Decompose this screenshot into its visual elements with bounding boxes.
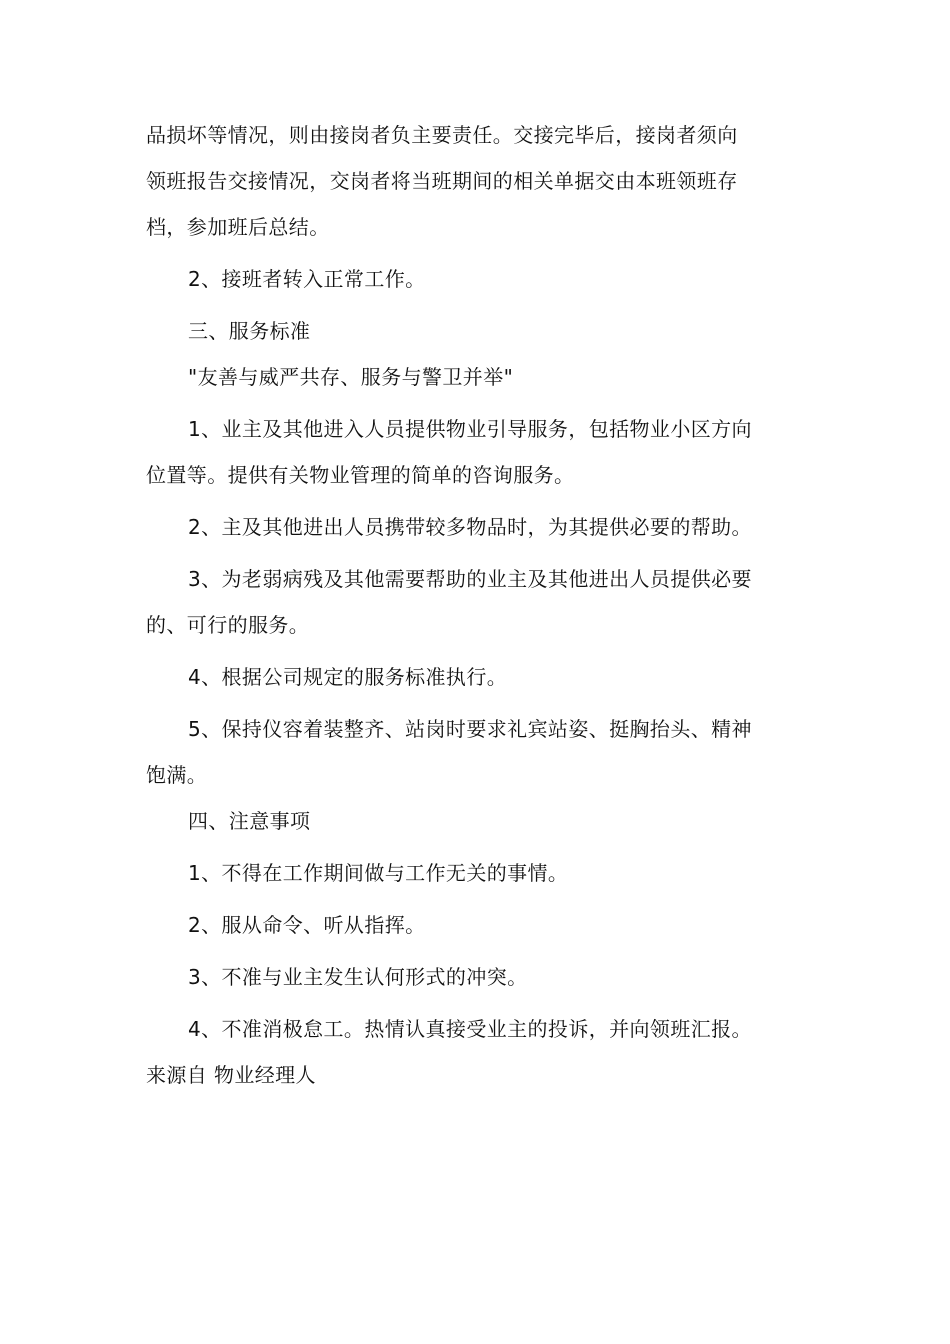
section-heading: 四、注意事项: [188, 809, 311, 833]
service-slogan: "友善与威严共存、服务与警卫并举": [188, 365, 514, 389]
section-heading: 三、服务标准: [188, 319, 311, 343]
paragraph-line: 2、主及其他进出人员携带较多物品时，为其提供必要的帮助。: [188, 515, 752, 539]
paragraph-line: 3、为老弱病残及其他需要帮助的业主及其他进出人员提供必要: [188, 567, 752, 591]
paragraph-line: 品损坏等情况，则由接岗者负主要责任。交接完毕后，接岗者须向: [146, 123, 738, 147]
paragraph-line: 的、可行的服务。: [146, 613, 310, 637]
paragraph-line: 2、接班者转入正常工作。: [188, 267, 426, 291]
source-note: 来源自 物业经理人: [146, 1063, 316, 1087]
paragraph-line: 5、保持仪容着装整齐、站岗时要求礼宾站姿、挺胸抬头、精神: [188, 717, 752, 741]
paragraph-line: 4、不准消极怠工。热情认真接受业主的投诉，并向领班汇报。: [188, 1017, 752, 1041]
paragraph-line: 档，参加班后总结。: [146, 215, 330, 239]
paragraph-line: 3、不准与业主发生认何形式的冲突。: [188, 965, 528, 989]
paragraph-line: 饱满。: [146, 763, 208, 787]
paragraph-line: 2、服从命令、听从指挥。: [188, 913, 426, 937]
paragraph-line: 1、不得在工作期间做与工作无关的事情。: [188, 861, 569, 885]
paragraph-line: 1、业主及其他进入人员提供物业引导服务，包括物业小区方向: [188, 417, 752, 441]
document-body: [146, 112, 808, 1098]
paragraph-line: 4、根据公司规定的服务标准执行。: [188, 665, 508, 689]
paragraph-line: 领班报告交接情况，交岗者将当班期间的相关单据交由本班领班存: [146, 169, 738, 193]
paragraph-line: 位置等。提供有关物业管理的简单的咨询服务。: [146, 463, 575, 487]
